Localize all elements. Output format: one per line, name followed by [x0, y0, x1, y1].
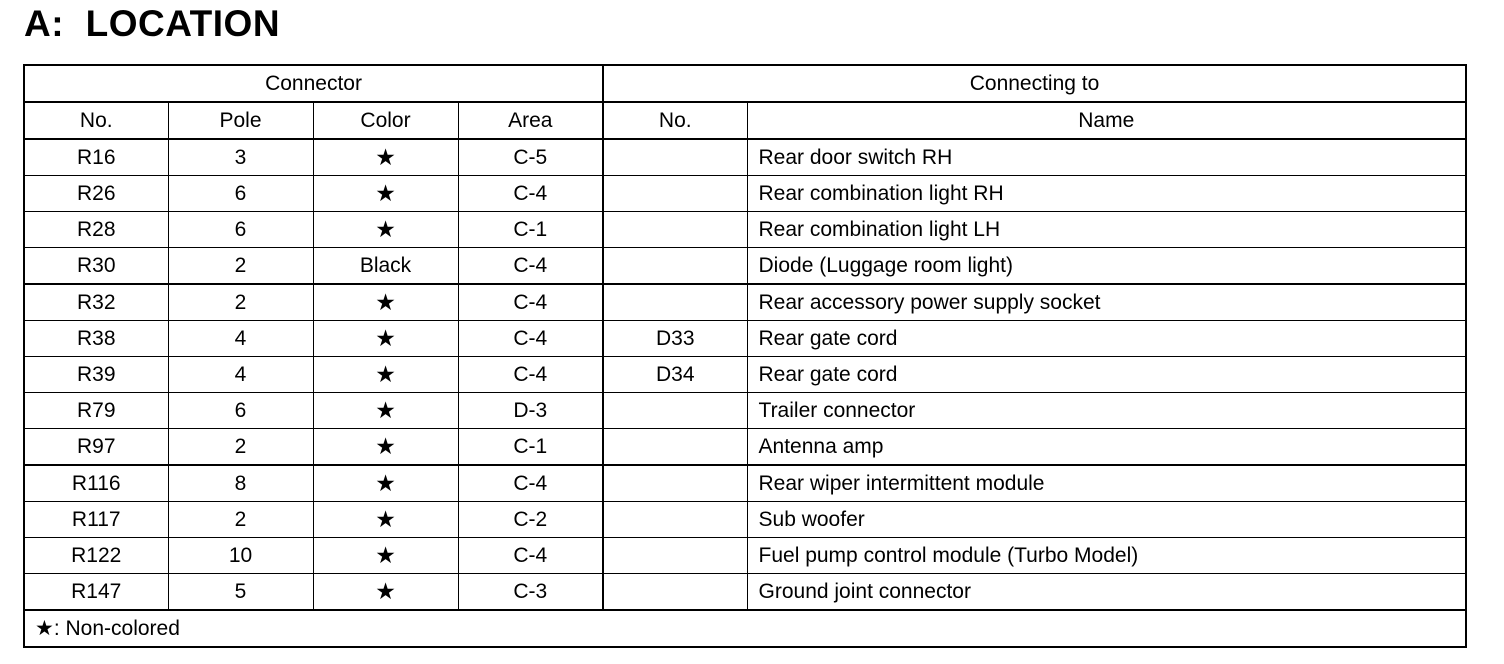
- cell-no: R39: [24, 357, 168, 393]
- cell-area: C-1: [458, 212, 603, 248]
- cell-no: R16: [24, 139, 168, 176]
- cell-no: R147: [24, 574, 168, 611]
- cell-pole: 2: [168, 284, 313, 321]
- cell-connecting-no: [603, 248, 747, 285]
- cell-area: C-1: [458, 429, 603, 466]
- column-header-area: Area: [458, 102, 603, 139]
- cell-pole: 2: [168, 248, 313, 285]
- table-row: [24, 502, 1466, 538]
- table-row: [24, 284, 1466, 321]
- column-header-row: [24, 102, 1466, 139]
- cell-pole: 2: [168, 429, 313, 466]
- cell-color: Black: [313, 248, 458, 285]
- cell-name: Rear combination light LH: [747, 212, 1466, 248]
- cell-name: Antenna amp: [747, 429, 1466, 466]
- cell-color: ★: [313, 321, 458, 357]
- table-row: [24, 357, 1466, 393]
- cell-pole: 10: [168, 538, 313, 574]
- cell-name: Rear accessory power supply socket: [747, 284, 1466, 321]
- location-table: [23, 64, 1467, 648]
- cell-name: Sub woofer: [747, 502, 1466, 538]
- cell-color: ★: [313, 284, 458, 321]
- cell-no: R30: [24, 248, 168, 285]
- column-header-color: Color: [313, 102, 458, 139]
- cell-no: R117: [24, 502, 168, 538]
- cell-name: Rear wiper intermittent module: [747, 465, 1466, 502]
- cell-connecting-no: [603, 502, 747, 538]
- page-title: A: LOCATION: [24, 3, 281, 44]
- cell-color: ★: [313, 393, 458, 429]
- cell-no: R38: [24, 321, 168, 357]
- cell-pole: 6: [168, 393, 313, 429]
- cell-connecting-no: [603, 212, 747, 248]
- cell-pole: 5: [168, 574, 313, 611]
- cell-area: C-4: [458, 357, 603, 393]
- cell-area: C-4: [458, 284, 603, 321]
- cell-connecting-no: [603, 538, 747, 574]
- cell-name: Rear door switch RH: [747, 139, 1466, 176]
- cell-no: R26: [24, 176, 168, 212]
- cell-pole: 4: [168, 357, 313, 393]
- group-header-row: [24, 65, 1466, 102]
- connector-group-header: Connector: [24, 65, 603, 102]
- cell-pole: 8: [168, 465, 313, 502]
- footnote: ★: Non-colored: [24, 610, 1466, 647]
- column-header-no: No.: [24, 102, 168, 139]
- cell-pole: 3: [168, 139, 313, 176]
- cell-pole: 2: [168, 502, 313, 538]
- cell-pole: 4: [168, 321, 313, 357]
- connecting-to-group-header: Connecting to: [603, 65, 1466, 102]
- cell-pole: 6: [168, 212, 313, 248]
- cell-name: Trailer connector: [747, 393, 1466, 429]
- cell-no: R116: [24, 465, 168, 502]
- table-row: [24, 429, 1466, 466]
- table-row: [24, 538, 1466, 574]
- table-row: [24, 248, 1466, 285]
- cell-area: C-4: [458, 248, 603, 285]
- cell-color: ★: [313, 357, 458, 393]
- cell-name: Diode (Luggage room light): [747, 248, 1466, 285]
- cell-no: R122: [24, 538, 168, 574]
- table-row: [24, 139, 1466, 176]
- cell-name: Rear gate cord: [747, 357, 1466, 393]
- cell-connecting-no: [603, 393, 747, 429]
- cell-area: C-4: [458, 538, 603, 574]
- cell-color: ★: [313, 176, 458, 212]
- cell-no: R28: [24, 212, 168, 248]
- cell-color: ★: [313, 538, 458, 574]
- cell-connecting-no: D34: [603, 357, 747, 393]
- cell-connecting-no: [603, 284, 747, 321]
- table-row: [24, 176, 1466, 212]
- cell-no: R32: [24, 284, 168, 321]
- cell-color: ★: [313, 429, 458, 466]
- cell-no: R79: [24, 393, 168, 429]
- cell-name: Rear combination light RH: [747, 176, 1466, 212]
- cell-no: R97: [24, 429, 168, 466]
- cell-area: C-4: [458, 465, 603, 502]
- cell-name: Rear gate cord: [747, 321, 1466, 357]
- column-header-connecting-no: No.: [603, 102, 747, 139]
- cell-connecting-no: [603, 139, 747, 176]
- cell-name: Fuel pump control module (Turbo Model): [747, 538, 1466, 574]
- cell-color: ★: [313, 465, 458, 502]
- cell-area: C-4: [458, 176, 603, 212]
- cell-area: C-5: [458, 139, 603, 176]
- table-row: [24, 321, 1466, 357]
- cell-connecting-no: [603, 465, 747, 502]
- cell-area: C-4: [458, 321, 603, 357]
- table-row: [24, 465, 1466, 502]
- column-header-name: Name: [747, 102, 1466, 139]
- cell-color: ★: [313, 502, 458, 538]
- column-header-pole: Pole: [168, 102, 313, 139]
- cell-color: ★: [313, 139, 458, 176]
- cell-connecting-no: [603, 176, 747, 212]
- table-body: [24, 139, 1466, 610]
- cell-color: ★: [313, 574, 458, 611]
- cell-area: C-3: [458, 574, 603, 611]
- cell-area: D-3: [458, 393, 603, 429]
- cell-area: C-2: [458, 502, 603, 538]
- table-row: [24, 574, 1466, 611]
- cell-connecting-no: D33: [603, 321, 747, 357]
- cell-name: Ground joint connector: [747, 574, 1466, 611]
- cell-connecting-no: [603, 574, 747, 611]
- footnote-row: [24, 610, 1466, 647]
- cell-color: ★: [313, 212, 458, 248]
- table-row: [24, 393, 1466, 429]
- table-row: [24, 212, 1466, 248]
- cell-pole: 6: [168, 176, 313, 212]
- cell-connecting-no: [603, 429, 747, 466]
